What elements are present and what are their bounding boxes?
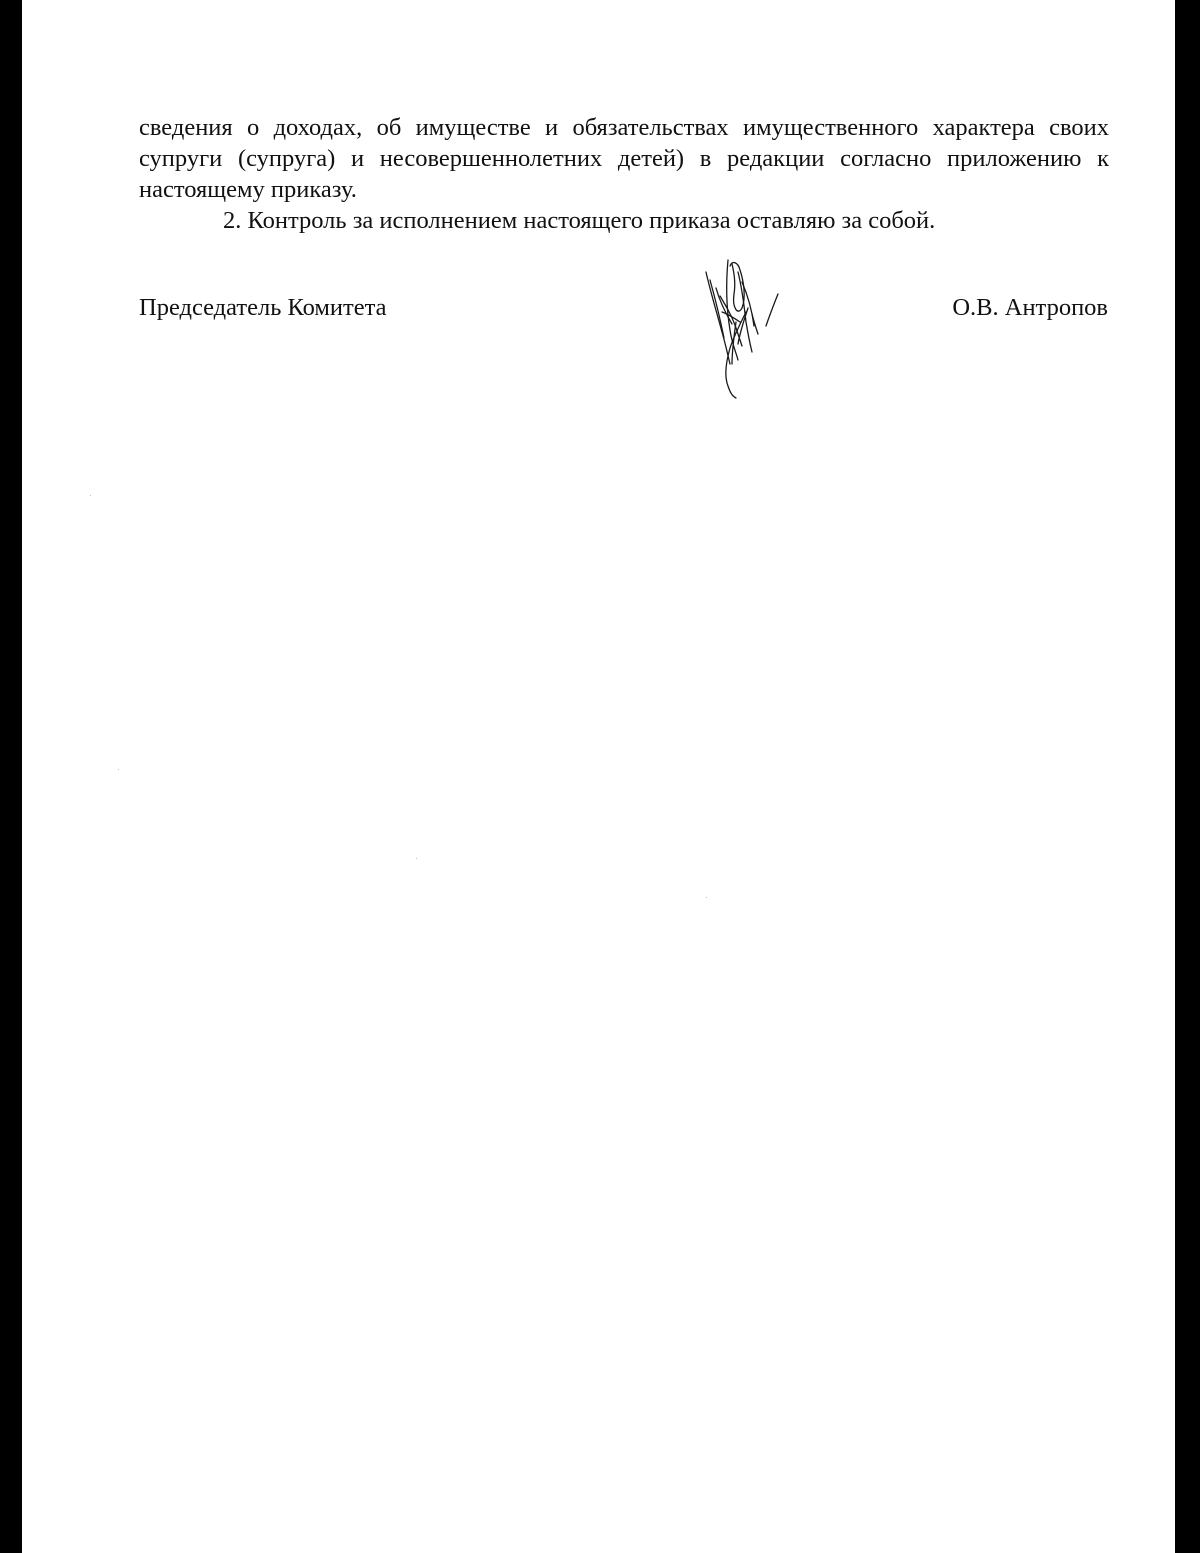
- scan-speck: [118, 769, 119, 770]
- signatory-title: Председатель Комитета: [139, 294, 387, 321]
- document-body: [139, 112, 1109, 236]
- paragraph-2: 2. Контроль за исполнением настоящего приказа оставляю за собой.: [223, 207, 936, 234]
- handwritten-signature: [682, 252, 792, 404]
- scan-speck: [90, 495, 91, 496]
- signature-block: [139, 292, 1108, 324]
- scan-speck: [706, 897, 707, 898]
- scan-speck: [416, 858, 417, 859]
- document-page: [22, 0, 1175, 1553]
- paragraph-continuation: сведения о доходах, об имуществе и обязательствах имущественного характера своих супруги (супруга) и несовершеннолетних детей) в редакции согласно приложению к настоящему приказу.: [139, 114, 1109, 203]
- signatory-name: О.В. Антропов: [952, 294, 1108, 321]
